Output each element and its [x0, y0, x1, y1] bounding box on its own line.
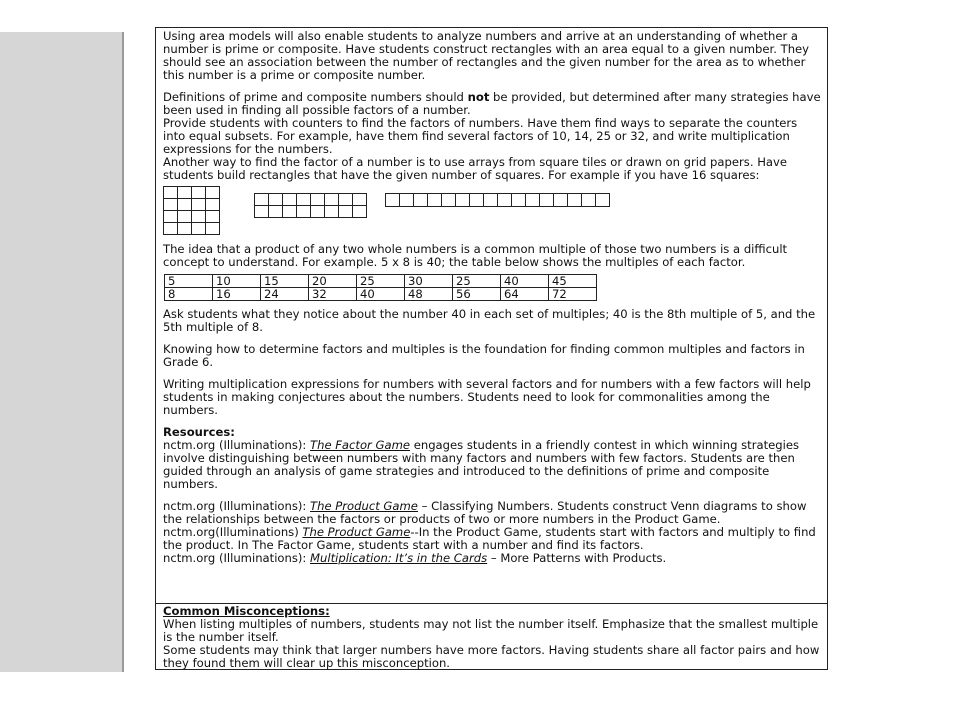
grid-square	[269, 194, 283, 206]
grid-square	[484, 194, 498, 207]
grid-square	[442, 194, 456, 207]
table-cell: 30	[405, 275, 453, 288]
resource-multiplication-cards: nctm.org (Illuminations): Multiplication: It’s in the Cards – More Patterns with Products.	[163, 551, 667, 565]
grid-square	[178, 211, 192, 223]
misconception-2: Some students may think that larger numbers have more factors. Having students share all factor pairs and how they found them will clear up this misconception.	[163, 643, 820, 670]
table-cell: 40	[501, 275, 549, 288]
table-cell: 25	[357, 275, 405, 288]
table-cell: 5	[165, 275, 213, 288]
grid-square	[311, 194, 325, 206]
grid-square	[192, 211, 206, 223]
grid-square	[164, 211, 178, 223]
table-cell: 32	[309, 288, 357, 301]
grid-square	[297, 194, 311, 206]
table-cell: 15	[261, 275, 309, 288]
grid-square	[428, 194, 442, 207]
array-2x8	[254, 193, 367, 218]
grid-square	[353, 206, 367, 218]
multiples-table	[164, 274, 597, 301]
grid-square	[353, 194, 367, 206]
grid-square	[206, 211, 220, 223]
grid-square	[178, 199, 192, 211]
grid-square	[512, 194, 526, 207]
table-cell: 45	[549, 275, 597, 288]
table-cell: 25	[453, 275, 501, 288]
grid-square	[311, 206, 325, 218]
table-cell: 56	[453, 288, 501, 301]
table-cell: 64	[501, 288, 549, 301]
viewer-left-panel	[0, 32, 122, 672]
document-page	[155, 27, 828, 670]
misconception-1: When listing multiples of numbers, students may not list the number itself. Emphasize that the smallest multiple is the number itself.	[163, 617, 819, 644]
viewer-panel-divider	[122, 32, 124, 672]
table-cell: 24	[261, 288, 309, 301]
grid-square	[339, 194, 353, 206]
grid-square	[498, 194, 512, 207]
array-1x16	[385, 193, 610, 207]
grid-square	[255, 206, 269, 218]
resource-factor-game: nctm.org (Illuminations): The Factor Game engages students in a friendly contest in which winning strategies involve distinguishing between numbers with many factors and numbers with few factors. Students are then guided through an analysis of game strategies and introduced to the definitions of prime and composite numbers.	[163, 438, 800, 491]
paragraph-knowing: Knowing how to determine factors and multiples is the foundation for finding common multiples and factors in Grade 6.	[163, 342, 805, 369]
square-arrays	[163, 186, 821, 235]
table-cell: 72	[549, 288, 597, 301]
grid-square	[206, 199, 220, 211]
misconceptions-section	[156, 603, 827, 670]
link-product-game[interactable]: The Product Game	[310, 499, 418, 513]
grid-square	[164, 187, 178, 199]
link-product-game-2[interactable]: The Product Game	[302, 525, 411, 539]
paragraph-definitions: Definitions of prime and composite numbers should not be provided, but determined after many strategies have been used in finding all possible factors of a number.	[163, 90, 821, 117]
grid-square	[325, 206, 339, 218]
grid-square	[255, 194, 269, 206]
grid-square	[582, 194, 596, 207]
table-cell: 16	[213, 288, 261, 301]
grid-square	[192, 187, 206, 199]
table-cell: 20	[309, 275, 357, 288]
grid-square	[283, 206, 297, 218]
document-body	[163, 30, 821, 565]
grid-square	[192, 199, 206, 211]
table-cell: 40	[357, 288, 405, 301]
grid-square	[178, 187, 192, 199]
paragraph-ask: Ask students what they notice about the number 40 in each set of multiples; 40 is the 8th multiple of 5, and the 5th multiple of 8.	[163, 307, 816, 334]
grid-square	[596, 194, 610, 207]
paragraph-common-multiple: The idea that a product of any two whole numbers is a common multiple of those two numbers is a difficult concept to understand. For example. 5 x 8 is 40; the table below shows the multiples of each factor.	[163, 242, 788, 269]
grid-square	[192, 223, 206, 235]
grid-square	[164, 223, 178, 235]
grid-square	[206, 187, 220, 199]
paragraph-area-models: Using area models will also enable students to analyze numbers and arrive at an understanding of whether a number is prime or composite. Have students construct rectangles with an area equal to a given number. They should see an association between the number of rectangles and the given number for the area as to whether this number is a prime or composite number.	[163, 29, 810, 82]
table-row	[165, 275, 597, 288]
grid-square	[386, 194, 400, 207]
array-4x4	[163, 186, 220, 235]
grid-square	[164, 199, 178, 211]
grid-square	[456, 194, 470, 207]
grid-square	[325, 194, 339, 206]
grid-square	[339, 206, 353, 218]
grid-square	[206, 223, 220, 235]
paragraph-counters: Provide students with counters to find the factors of numbers. Have them find ways to separate the counters into equal subsets. For example, have them find several factors of 10, 14, 25 or 32, and write multiplication expressions for the numbers.	[163, 116, 798, 156]
table-cell: 8	[165, 288, 213, 301]
link-factor-game[interactable]: The Factor Game	[310, 438, 411, 452]
table-cell: 10	[213, 275, 261, 288]
grid-square	[400, 194, 414, 207]
paragraph-writing: Writing multiplication expressions for numbers with several factors and for numbers with a few factors will help students in making conjectures about the numbers. Students need to look for commonalities among the numbers.	[163, 377, 811, 417]
link-multiplication-cards[interactable]: Multiplication: It’s in the Cards	[310, 551, 488, 565]
grid-square	[470, 194, 484, 207]
grid-square	[297, 206, 311, 218]
grid-square	[540, 194, 554, 207]
grid-square	[269, 206, 283, 218]
grid-square	[178, 223, 192, 235]
misconceptions-heading: Common Misconceptions:	[163, 604, 330, 618]
table-row	[165, 288, 597, 301]
grid-square	[554, 194, 568, 207]
grid-square	[283, 194, 297, 206]
grid-square	[526, 194, 540, 207]
paragraph-arrays: Another way to find the factor of a number is to use arrays from square tiles or drawn on grid papers. Have students build rectangles that have the given number of squares. For example if you have 16 squares:	[163, 155, 788, 182]
resources-heading: Resources:	[163, 425, 235, 439]
resource-product-game: nctm.org (Illuminations): The Product Game – Classifying Numbers. Students construct Venn diagrams to show the relationships between the factors or products of two or more numbers in the Product Game.	[163, 499, 807, 526]
table-cell: 48	[405, 288, 453, 301]
grid-square	[568, 194, 582, 207]
resource-product-game-2: nctm.org(Illuminations) The Product Game--In the Product Game, students start with factors and multiply to find the product. In The Factor Game, students start with a number and find its factors.	[163, 525, 816, 552]
grid-square	[414, 194, 428, 207]
